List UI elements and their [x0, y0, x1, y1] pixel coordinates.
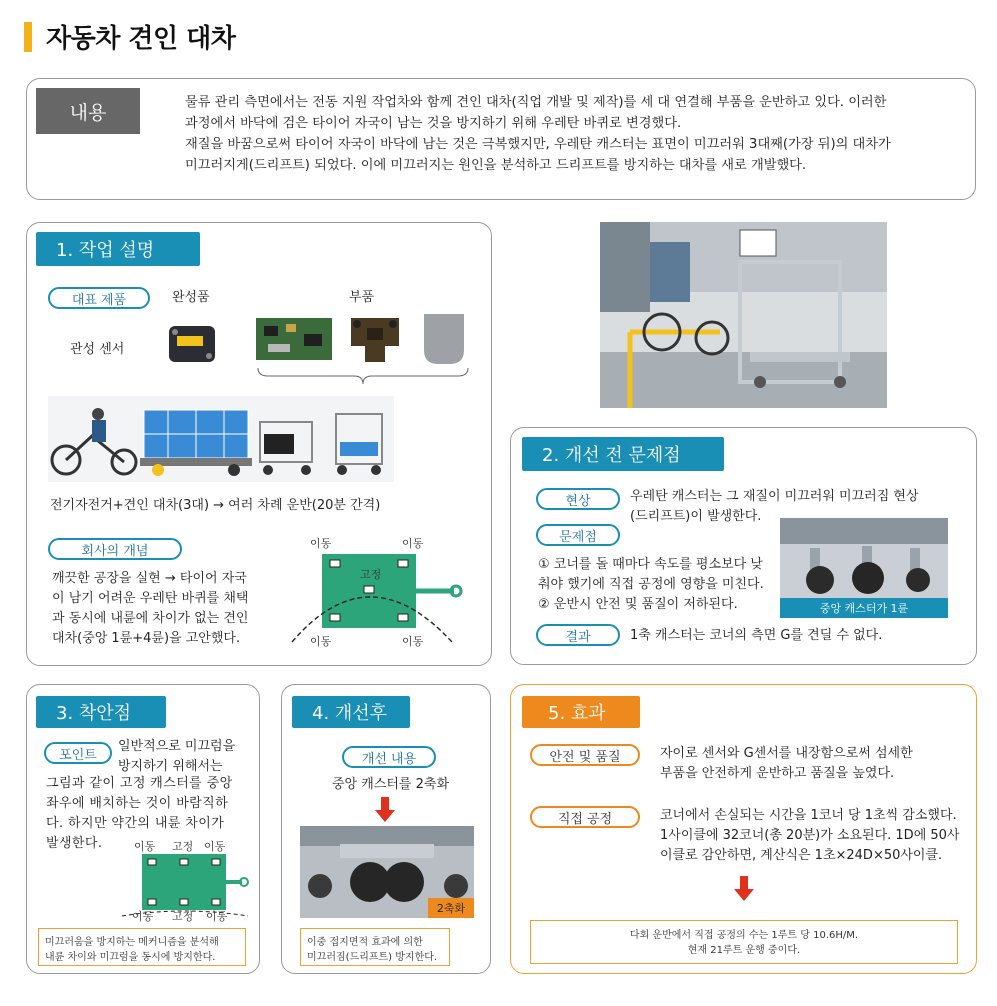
section-1-heading: 1. 작업 설명: [36, 232, 200, 266]
pill-direct: 직접 공정: [530, 806, 640, 828]
diagram1-label: 이동: [310, 537, 332, 550]
concept-line: 과 동시에 내륜에 차이가 없는 견인: [52, 611, 249, 626]
problem-text: [538, 555, 788, 615]
pill-safety: 안전 및 품질: [530, 744, 640, 766]
intro-line: 물류 관리 측면에서는 전동 지원 작업차와 함께 견인 대차(직업 개발 및 제작)를 세 대 연결해 부품을 운반하고 있다. 이러한: [185, 95, 887, 110]
direct-line: 1사이클에 32코너(총 20분)가 소요된다. 1D에 50사: [660, 828, 960, 843]
caster-photo-label: 중앙 캐스터가 1륜: [780, 598, 948, 618]
diagram3-label: 이동: [132, 910, 154, 923]
sec4-note-line: 이중 접지면적 효과에 의한: [307, 937, 423, 948]
point-line: 발생한다.: [46, 836, 103, 851]
pill-product: 대표 제품: [48, 287, 150, 309]
concept-line: 대차(중앙 1륜+4륜)을 고안했다.: [52, 631, 241, 646]
intro-label: 내용: [36, 88, 140, 134]
concept-line: 깨끗한 공장을 실현 → 타이어 자국: [52, 571, 247, 586]
pill-improve: 개선 내용: [342, 746, 436, 768]
sec3-note: [38, 928, 246, 966]
train-image: [48, 396, 394, 482]
point-first-line: 방지하기 위해서는: [118, 759, 223, 774]
title-accent-bar: [24, 22, 32, 52]
section-5-heading: 5. 효과: [522, 696, 640, 728]
point-line: 그림과 같이 고정 캐스터를 중앙: [46, 776, 233, 791]
factory-photo: [600, 222, 887, 408]
down-arrow-icon: [381, 797, 389, 811]
diagram1-label: 이동: [402, 635, 424, 648]
diagram3-label: 고정: [172, 840, 194, 853]
sec3-note-line: 내륜 차이와 미끄럼을 동시에 방지한다.: [45, 952, 216, 963]
housing-image: [345, 312, 405, 366]
pill-concept: 회사의 개념: [48, 538, 182, 560]
sensor-image: [163, 318, 221, 370]
diagram3-label: 고정: [172, 910, 194, 923]
intro-line: 재질을 바꿈으로써 타이어 자국이 바닥에 남는 것은 극복했지만, 우레탄 캐스터는 표면이 미끄러워 3대째(가장 뒤)의 대차가: [185, 137, 891, 152]
intro-line: 미끄러지게(드리프트) 되었다. 이에 미끄러지는 원인을 분석하고 드리프트를 방지하는 대차를 새로 개발했다.: [185, 158, 807, 173]
sensor-label: 관성 센서: [70, 342, 125, 357]
phenomenon-line: 우레탄 캐스터는 그 재질이 미끄러워 미끄러짐 현상: [630, 489, 919, 504]
sec4-note: [300, 928, 450, 966]
down-arrow-icon: [734, 889, 754, 901]
safety-text: [660, 744, 970, 784]
problem-line: 춰야 했기에 직접 공정에 영향을 미친다.: [538, 577, 764, 592]
point-line: 다. 하지만 약간의 내륜 차이가: [46, 816, 225, 831]
pill-result: 결과: [536, 624, 620, 646]
train-caption: 전기자전거+견인 대차(3대) → 여러 차례 운반(20분 간격): [50, 498, 381, 513]
problem-line: ② 운반시 안전 및 품질이 저하된다.: [538, 597, 738, 612]
direct-line: 코너에서 손실되는 시간을 1코너 당 1초씩 감소했다.: [660, 808, 957, 823]
intro-text: [185, 92, 965, 176]
concept-line: 이 남기 어려운 우레탄 바퀴를 채택: [52, 591, 249, 606]
section-3-heading: 3. 착안점: [36, 696, 166, 728]
point-first-text: [118, 737, 258, 777]
finished-label: 완성품: [172, 290, 210, 305]
improve-text: 중앙 캐스터를 2축화: [332, 777, 449, 792]
parts-label: 부품: [349, 290, 375, 305]
diagram3-label: 이동: [204, 840, 226, 853]
problem-line: ① 코너를 돌 때마다 속도를 평소보다 낮: [538, 557, 763, 572]
down-arrow-icon: [740, 876, 748, 890]
sec5-result-box: [530, 920, 958, 964]
sec3-note-line: 미끄러움을 방지하는 메커니즘을 분석해: [45, 937, 219, 948]
safety-line: 자이로 센서와 G센서를 내장함으로써 섬세한: [660, 746, 913, 761]
phenomenon-line: (드리프트)이 발생한다.: [630, 509, 762, 524]
intro-line: 과정에서 바닥에 검은 타이어 자국이 남는 것을 방지하기 위해 우레탄 바퀴로 변경했다.: [185, 116, 682, 131]
diagram3-label: 이동: [206, 910, 228, 923]
axle-label: 2축화: [428, 898, 474, 918]
diagram3-label: 이동: [134, 840, 156, 853]
point-line: 좌우에 배치하는 것이 바람직하: [46, 796, 229, 811]
section-4-heading: 4. 개선후: [292, 696, 410, 728]
cover-image: [420, 310, 468, 368]
diagram1-label: 이동: [402, 537, 424, 550]
sec4-note-line: 미끄러짐(드리프트) 방지한다.: [307, 952, 438, 963]
section-2-heading: 2. 개선 전 문제점: [522, 437, 724, 471]
page-title: 자동차 견인 대차: [46, 24, 236, 54]
result-text: 1축 캐스터는 코너의 측면 G를 견딜 수 없다.: [630, 628, 883, 643]
safety-line: 부품을 안전하게 운반하고 품질을 높였다.: [660, 766, 895, 781]
diagram1-label: 이동: [310, 635, 332, 648]
direct-line: 이클로 감안하면, 계산식은 1초×24D×50사이클.: [660, 848, 943, 863]
concept-text: [52, 569, 292, 649]
down-arrow-icon: [375, 810, 395, 822]
pcb-image: [256, 318, 332, 360]
direct-text: [660, 806, 970, 866]
pill-point: 포인트: [44, 742, 112, 764]
pill-phenomenon: 현상: [536, 488, 620, 510]
point-first-line: 일반적으로 미끄럼을: [118, 739, 236, 754]
sec5-result-line: 현재 21루트 운행 중이다.: [687, 945, 801, 956]
sec5-result-line: 다회 운반에서 직접 공정의 수는 1루트 당 10.6H/M.: [629, 930, 859, 941]
diagram1-label: 고정: [360, 568, 382, 581]
parts-brace: [256, 366, 470, 386]
pill-problem: 문제점: [536, 524, 620, 546]
caster-diagram-1: [286, 546, 466, 646]
